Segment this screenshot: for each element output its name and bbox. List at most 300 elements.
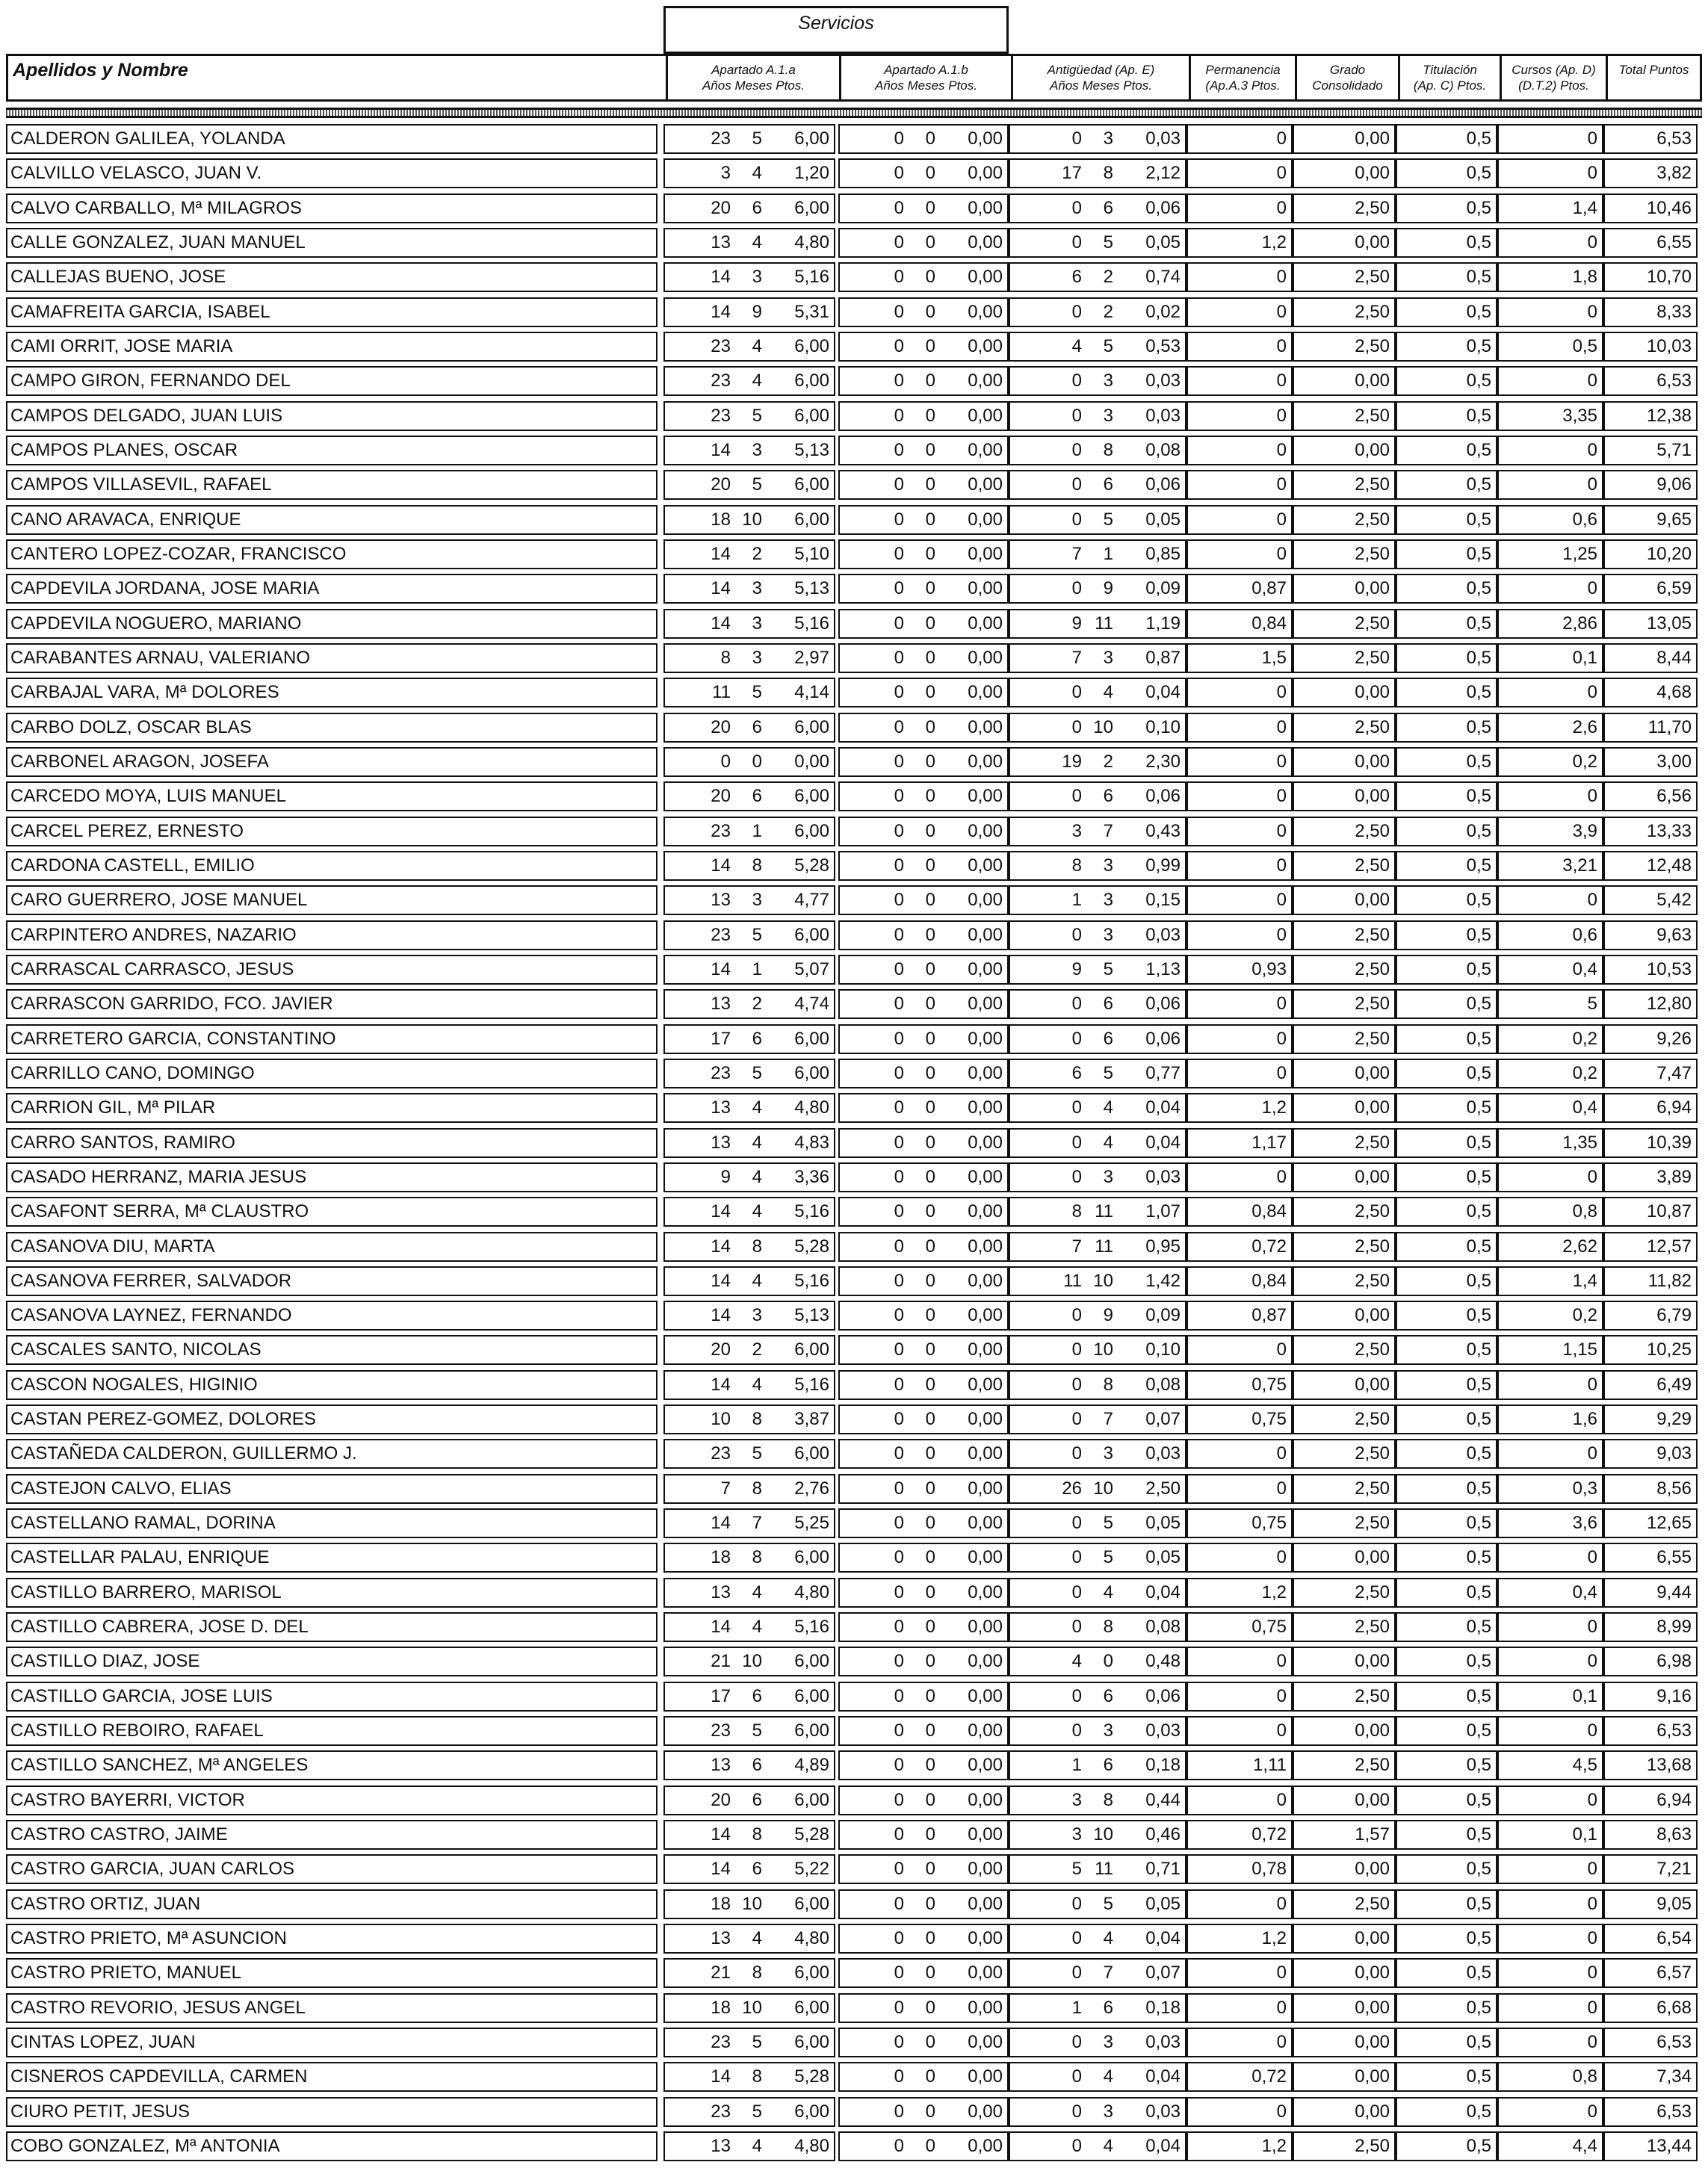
- cell-antiguedad-ptos: 0,05: [1145, 509, 1181, 530]
- table-row: [6, 1747, 1702, 1782]
- cell-a1a-anos: 14: [711, 1270, 731, 1291]
- cell-grado: 2,50: [1293, 989, 1396, 1019]
- cell-a1a: [663, 262, 835, 292]
- cell-antiguedad-anos: 0: [1071, 405, 1082, 426]
- cell-a1a: [663, 2131, 835, 2161]
- cell-permanencia: 0: [1186, 1439, 1293, 1469]
- cell-grado: 2,50: [1293, 297, 1396, 327]
- cell-cursos: 0: [1497, 297, 1603, 327]
- cell-cursos: 0,2: [1497, 1024, 1603, 1054]
- cell-antiguedad-ptos: 0,03: [1145, 1443, 1181, 1464]
- cell-antiguedad-ptos: 0,03: [1145, 405, 1181, 426]
- cell-permanencia: 0,75: [1186, 1404, 1293, 1434]
- cell-antiguedad: [1009, 1716, 1186, 1746]
- cell-a1a-ptos: 6,00: [794, 1028, 829, 1049]
- cell-antiguedad-ptos: 0,05: [1145, 232, 1181, 253]
- cell-a1b-ptos: 0,00: [968, 1755, 1003, 1776]
- cell-cursos: 0: [1497, 1993, 1603, 2023]
- header-grado-sub: Consolidado: [1312, 78, 1383, 93]
- cell-a1b: [838, 1647, 1009, 1676]
- cell-total: 9,65: [1603, 505, 1698, 535]
- cell-grado: 2,50: [1293, 1578, 1396, 1608]
- cell-permanencia: 0: [1186, 470, 1293, 500]
- header-grado: [1295, 56, 1398, 99]
- cell-cursos: 1,6: [1497, 1404, 1603, 1434]
- cell-name: CASANOVA FERRER, SALVADOR: [6, 1266, 657, 1296]
- cell-antiguedad: [1009, 713, 1186, 743]
- cell-total: 7,47: [1603, 1059, 1698, 1088]
- cell-a1b-ptos: 0,00: [968, 267, 1003, 288]
- cell-titulacion: 0,5: [1396, 1335, 1497, 1365]
- cell-a1a-meses: 3: [752, 578, 762, 599]
- cell-antiguedad-ptos: 0,04: [1145, 1132, 1181, 1153]
- cell-cursos: 0: [1497, 1785, 1603, 1815]
- cell-permanencia: 0,75: [1186, 1370, 1293, 1400]
- cell-a1a-ptos: 5,28: [794, 1824, 829, 1845]
- cell-a1a: [663, 781, 835, 811]
- cell-antiguedad: [1009, 1128, 1186, 1158]
- cell-name: CAMPO GIRON, FERNANDO DEL: [6, 366, 657, 396]
- cell-antiguedad-anos: 0: [1071, 1028, 1082, 1049]
- cell-grado: 0,00: [1293, 1958, 1396, 1988]
- cell-a1b-meses: 0: [925, 1305, 935, 1326]
- cell-a1a-meses: 4: [752, 1374, 762, 1395]
- header-a1a-sub: Años Meses Ptos.: [702, 78, 805, 93]
- cell-cursos: 2,6: [1497, 713, 1603, 743]
- cell-a1a-meses: 5: [752, 405, 762, 426]
- cell-cursos: 0,1: [1497, 1820, 1603, 1850]
- cell-total: 8,99: [1603, 1612, 1698, 1642]
- cell-grado: 2,50: [1293, 1335, 1396, 1365]
- cell-total: 10,70: [1603, 262, 1698, 292]
- cell-a1a: [663, 1854, 835, 1884]
- cell-antiguedad: [1009, 1750, 1186, 1780]
- table-row: [6, 1955, 1702, 1989]
- cell-a1a-meses: 5: [752, 2101, 762, 2122]
- cell-a1b-ptos: 0,00: [968, 197, 1003, 218]
- cell-a1a-ptos: 4,80: [794, 232, 829, 253]
- cell-name: CAMAFREITA GARCIA, ISABEL: [6, 297, 657, 327]
- cell-titulacion: 0,5: [1396, 1301, 1497, 1331]
- cell-total: 6,98: [1603, 1647, 1698, 1676]
- cell-name: CASTRO PRIETO, MANUEL: [6, 1958, 657, 1988]
- table-row: [6, 1332, 1702, 1366]
- cell-antiguedad-anos: 1: [1071, 1755, 1082, 1776]
- cell-antiguedad: [1009, 747, 1186, 777]
- cell-a1a: [663, 713, 835, 743]
- cell-a1a-anos: 14: [711, 855, 731, 876]
- cell-a1a-meses: 5: [752, 128, 762, 149]
- cell-a1a-anos: 14: [711, 958, 731, 979]
- cell-a1b-ptos: 0,00: [968, 1513, 1003, 1534]
- cell-titulacion: 0,5: [1396, 817, 1497, 846]
- cell-a1a-ptos: 6,00: [794, 1685, 829, 1706]
- cell-permanencia: 1,2: [1186, 2131, 1293, 2161]
- cell-a1b-anos: 0: [894, 1132, 904, 1153]
- cell-cursos: 0: [1497, 678, 1603, 707]
- cell-a1b: [838, 2062, 1009, 2092]
- cell-a1a-anos: 14: [711, 439, 731, 460]
- cell-permanencia: 1,5: [1186, 643, 1293, 673]
- cell-antiguedad-meses: 3: [1103, 855, 1113, 876]
- cell-antiguedad-meses: 4: [1103, 2066, 1113, 2087]
- cell-grado: 0,00: [1293, 228, 1396, 258]
- cell-grado: 2,50: [1293, 643, 1396, 673]
- cell-total: 6,56: [1603, 781, 1698, 811]
- cell-antiguedad: [1009, 1093, 1186, 1123]
- table-row: [6, 225, 1702, 259]
- cell-name: COBO GONZALEZ, Mª ANTONIA: [6, 2131, 657, 2161]
- cell-antiguedad-anos: 0: [1071, 301, 1082, 322]
- cell-a1a: [663, 609, 835, 639]
- cell-a1b-meses: 0: [925, 543, 935, 564]
- cell-antiguedad-anos: 0: [1071, 1963, 1082, 1983]
- table-row: [6, 675, 1702, 709]
- cell-antiguedad-ptos: 0,77: [1145, 1062, 1181, 1083]
- cell-a1a-meses: 3: [752, 439, 762, 460]
- cell-antiguedad: [1009, 2097, 1186, 2127]
- cell-name: CASTILLO REBOIRO, RAFAEL: [6, 1716, 657, 1746]
- cell-a1a-anos: 17: [711, 1685, 731, 1706]
- header-name-label: Apellidos y Nombre: [13, 60, 188, 81]
- cell-permanencia: 0,87: [1186, 574, 1293, 604]
- cell-total: 6,94: [1603, 1093, 1698, 1123]
- cell-a1a-ptos: 1,20: [794, 163, 829, 184]
- cell-antiguedad-anos: 0: [1071, 1582, 1082, 1602]
- cell-total: 9,16: [1603, 1682, 1698, 1712]
- cell-a1b-meses: 0: [925, 197, 935, 218]
- cell-antiguedad: [1009, 678, 1186, 707]
- cell-total: 3,89: [1603, 1162, 1698, 1192]
- cell-a1a-meses: 4: [752, 371, 762, 391]
- cell-a1a: [663, 1750, 835, 1780]
- cell-grado: 0,00: [1293, 124, 1396, 154]
- cell-permanencia: 0: [1186, 505, 1293, 535]
- cell-titulacion: 0,5: [1396, 781, 1497, 811]
- cell-total: 6,53: [1603, 124, 1698, 154]
- cell-antiguedad-meses: 5: [1103, 335, 1113, 356]
- cell-a1a-anos: 18: [711, 509, 731, 530]
- cell-antiguedad: [1009, 1508, 1186, 1538]
- cell-a1a: [663, 1924, 835, 1954]
- cell-a1b-anos: 0: [894, 1339, 904, 1360]
- cell-a1a-ptos: 5,16: [794, 1201, 829, 1222]
- cell-titulacion: 0,5: [1396, 1162, 1497, 1192]
- table-row: [6, 467, 1702, 501]
- cell-cursos: 0: [1497, 470, 1603, 500]
- cell-titulacion: 0,5: [1396, 124, 1497, 154]
- cell-a1b: [838, 436, 1009, 465]
- cell-a1b: [838, 1924, 1009, 1954]
- table-row: [6, 2128, 1702, 2163]
- cell-grado: 2,50: [1293, 920, 1396, 950]
- cell-antiguedad-anos: 0: [1071, 2101, 1082, 2122]
- cell-total: 7,34: [1603, 2062, 1698, 2092]
- cell-a1b-meses: 0: [925, 924, 935, 945]
- cell-name: CIURO PETIT, JESUS: [6, 2097, 657, 2127]
- cell-cursos: 4,5: [1497, 1750, 1603, 1780]
- cell-grado: 2,50: [1293, 2131, 1396, 2161]
- cell-antiguedad-anos: 5: [1071, 1859, 1082, 1880]
- cell-cursos: 0,2: [1497, 1059, 1603, 1088]
- cell-permanencia: 0: [1186, 1024, 1293, 1054]
- cell-a1a-ptos: 5,31: [794, 301, 829, 322]
- cell-antiguedad-anos: 0: [1071, 128, 1082, 149]
- cell-cursos: 0: [1497, 2097, 1603, 2127]
- cell-a1a-ptos: 4,80: [794, 2136, 829, 2157]
- cell-grado: 2,50: [1293, 1474, 1396, 1504]
- cell-permanencia: 0,72: [1186, 1232, 1293, 1262]
- column-header-row: [6, 54, 1702, 102]
- cell-titulacion: 0,5: [1396, 1404, 1497, 1434]
- cell-grado: 2,50: [1293, 1232, 1396, 1262]
- cell-a1a: [663, 574, 835, 604]
- cell-grado: 2,50: [1293, 1612, 1396, 1642]
- cell-a1a-ptos: 6,00: [794, 2032, 829, 2053]
- cell-antiguedad-meses: 4: [1103, 1582, 1113, 1602]
- cell-name: CASTEJON CALVO, ELIAS: [6, 1474, 657, 1504]
- table-row: [6, 986, 1702, 1020]
- cell-a1b: [838, 1162, 1009, 1192]
- cell-a1b-meses: 0: [925, 682, 935, 703]
- cell-a1a-anos: 14: [711, 1617, 731, 1638]
- cell-a1a: [663, 436, 835, 465]
- cell-grado: 0,00: [1293, 1059, 1396, 1088]
- cell-cursos: 0,1: [1497, 1682, 1603, 1712]
- cell-a1b: [838, 262, 1009, 292]
- cell-a1a-ptos: 4,89: [794, 1755, 829, 1776]
- cell-antiguedad-meses: 3: [1103, 1721, 1113, 1741]
- cell-total: 6,68: [1603, 1993, 1698, 2023]
- cell-cursos: 1,4: [1497, 1266, 1603, 1296]
- cell-a1b: [838, 1543, 1009, 1573]
- cell-name: CALVO CARBALLO, Mª MILAGROS: [6, 193, 657, 223]
- cell-a1a-ptos: 5,13: [794, 578, 829, 599]
- cell-grado: 2,50: [1293, 401, 1396, 431]
- cell-permanencia: 0: [1186, 1335, 1293, 1365]
- cell-name: CASANOVA DIU, MARTA: [6, 1232, 657, 1262]
- cell-antiguedad-ptos: 0,04: [1145, 1928, 1181, 1949]
- cell-antiguedad-anos: 0: [1071, 994, 1082, 1015]
- cell-antiguedad-meses: 1: [1103, 543, 1113, 564]
- cell-a1a-meses: 6: [752, 1755, 762, 1776]
- cell-a1b-meses: 0: [925, 578, 935, 599]
- cell-a1b-ptos: 0,00: [968, 1062, 1003, 1083]
- cell-antiguedad: [1009, 574, 1186, 604]
- cell-a1b-meses: 0: [925, 1789, 935, 1810]
- cell-permanencia: 1,2: [1186, 1578, 1293, 1608]
- cell-permanencia: 0,72: [1186, 1820, 1293, 1850]
- cell-a1a: [663, 539, 835, 569]
- cell-total: 10,53: [1603, 955, 1698, 985]
- cell-antiguedad-ptos: 0,08: [1145, 439, 1181, 460]
- cell-antiguedad-ptos: 0,09: [1145, 578, 1181, 599]
- cell-a1b-ptos: 0,00: [968, 1028, 1003, 1049]
- cell-a1b-ptos: 0,00: [968, 751, 1003, 772]
- cell-antiguedad-meses: 0: [1103, 1651, 1113, 1672]
- cell-a1a-ptos: 4,14: [794, 682, 829, 703]
- cell-a1b: [838, 1093, 1009, 1123]
- cell-cursos: 0,8: [1497, 1197, 1603, 1227]
- cell-a1a: [663, 1335, 835, 1365]
- cell-permanencia: 0: [1186, 989, 1293, 1019]
- cell-total: 5,42: [1603, 885, 1698, 915]
- cell-total: 13,44: [1603, 2131, 1698, 2161]
- table-row: [6, 433, 1702, 467]
- cell-antiguedad-ptos: 0,48: [1145, 1651, 1181, 1672]
- cell-titulacion: 0,5: [1396, 505, 1497, 535]
- cell-antiguedad-anos: 7: [1071, 1236, 1082, 1257]
- cell-a1b-meses: 0: [925, 1270, 935, 1291]
- cell-a1b-meses: 0: [925, 1236, 935, 1257]
- cell-a1a: [663, 1162, 835, 1192]
- cell-antiguedad-meses: 11: [1095, 613, 1113, 634]
- cell-name: CASTRO GARCIA, JUAN CARLOS: [6, 1854, 657, 1884]
- header-antiguedad-title: Antigüedad (Ap. E): [1047, 63, 1155, 77]
- cell-a1b: [838, 1404, 1009, 1434]
- cell-titulacion: 0,5: [1396, 955, 1497, 985]
- cell-permanencia: 0: [1186, 297, 1293, 327]
- cell-antiguedad-meses: 9: [1103, 578, 1113, 599]
- cell-permanencia: 0: [1186, 851, 1293, 881]
- cell-grado: 0,00: [1293, 885, 1396, 915]
- cell-total: 8,56: [1603, 1474, 1698, 1504]
- cell-antiguedad-ptos: 0,06: [1145, 786, 1181, 807]
- cell-a1b-ptos: 0,00: [968, 1893, 1003, 1914]
- cell-antiguedad-anos: 9: [1071, 958, 1082, 979]
- cell-antiguedad-ptos: 0,06: [1145, 1685, 1181, 1706]
- cell-total: 9,44: [1603, 1578, 1698, 1608]
- cell-antiguedad-ptos: 2,12: [1145, 163, 1181, 184]
- cell-titulacion: 0,5: [1396, 1854, 1497, 1884]
- cell-antiguedad: [1009, 1785, 1186, 1815]
- cell-antiguedad-ptos: 0,03: [1145, 1721, 1181, 1741]
- cell-a1a-meses: 5: [752, 682, 762, 703]
- table-row: [6, 1367, 1702, 1402]
- cell-antiguedad: [1009, 1543, 1186, 1573]
- cell-a1a-ptos: 6,00: [794, 1963, 829, 1983]
- cell-a1b-ptos: 0,00: [968, 2032, 1003, 2053]
- cell-name: CISNEROS CAPDEVILLA, CARMEN: [6, 2062, 657, 2092]
- cell-a1b-meses: 0: [925, 163, 935, 184]
- cell-antiguedad-ptos: 0,04: [1145, 1582, 1181, 1602]
- cell-antiguedad: [1009, 1682, 1186, 1712]
- cell-a1b-meses: 0: [925, 1721, 935, 1741]
- cell-name: CANTERO LOPEZ-COZAR, FRANCISCO: [6, 539, 657, 569]
- cell-permanencia: 0,75: [1186, 1612, 1293, 1642]
- cell-a1a: [663, 366, 835, 396]
- cell-antiguedad-anos: 0: [1071, 1097, 1082, 1118]
- header-cursos-sub: (D.T.2) Ptos.: [1518, 78, 1589, 93]
- cell-a1b-ptos: 0,00: [968, 232, 1003, 253]
- cell-cursos: 0,4: [1497, 1093, 1603, 1123]
- cell-titulacion: 0,5: [1396, 1128, 1497, 1158]
- header-separator: [6, 108, 1702, 118]
- cell-a1a-meses: 9: [752, 301, 762, 322]
- table-row: [6, 363, 1702, 397]
- table-row: [6, 294, 1702, 329]
- cell-a1a-ptos: 6,00: [794, 197, 829, 218]
- cell-grado: 0,00: [1293, 574, 1396, 604]
- cell-total: 3,00: [1603, 747, 1698, 777]
- cell-antiguedad-meses: 4: [1103, 1097, 1113, 1118]
- cell-antiguedad: [1009, 885, 1186, 915]
- table-row: [6, 1783, 1702, 1817]
- cell-antiguedad-ptos: 0,87: [1145, 647, 1181, 668]
- cell-a1b-anos: 0: [894, 820, 904, 841]
- cell-a1b-meses: 0: [925, 1963, 935, 1983]
- cell-a1b: [838, 955, 1009, 985]
- cell-a1a: [663, 885, 835, 915]
- cell-titulacion: 0,5: [1396, 332, 1497, 362]
- cell-antiguedad-ptos: 0,71: [1145, 1859, 1181, 1880]
- cell-a1a: [663, 1404, 835, 1434]
- cell-a1b-ptos: 0,00: [968, 1270, 1003, 1291]
- cell-cursos: 1,15: [1497, 1335, 1603, 1365]
- cell-antiguedad-anos: 0: [1071, 197, 1082, 218]
- cell-a1b-meses: 0: [925, 1166, 935, 1187]
- cell-permanencia: 0: [1186, 1474, 1293, 1504]
- cell-antiguedad-anos: 6: [1071, 1062, 1082, 1083]
- cell-a1a-meses: 4: [752, 1582, 762, 1602]
- cell-permanencia: 0,84: [1186, 1197, 1293, 1227]
- cell-a1b-anos: 0: [894, 2032, 904, 2053]
- cell-titulacion: 0,5: [1396, 539, 1497, 569]
- cell-antiguedad: [1009, 228, 1186, 258]
- cell-antiguedad-ptos: 0,04: [1145, 2136, 1181, 2157]
- cell-a1a-meses: 4: [752, 1270, 762, 1291]
- cell-antiguedad: [1009, 1474, 1186, 1504]
- cell-antiguedad: [1009, 1958, 1186, 1988]
- table-row: [6, 1229, 1702, 1263]
- cell-a1a-ptos: 2,76: [794, 1478, 829, 1499]
- cell-antiguedad-meses: 8: [1103, 163, 1113, 184]
- cell-a1a-meses: 5: [752, 1721, 762, 1741]
- cell-cursos: 0: [1497, 436, 1603, 465]
- cell-a1b-anos: 0: [894, 1859, 904, 1880]
- cell-a1a-meses: 3: [752, 890, 762, 911]
- cell-antiguedad-anos: 0: [1071, 1893, 1082, 1914]
- data-table: [6, 121, 1702, 2163]
- cell-antiguedad-anos: 0: [1071, 1721, 1082, 1741]
- cell-antiguedad: [1009, 436, 1186, 465]
- cell-a1b-meses: 0: [925, 232, 935, 253]
- cell-total: 12,48: [1603, 851, 1698, 881]
- cell-titulacion: 0,5: [1396, 1370, 1497, 1400]
- cell-a1a: [663, 228, 835, 258]
- cell-a1a-anos: 13: [711, 2136, 731, 2157]
- cell-a1b-meses: 0: [925, 958, 935, 979]
- cell-a1b-ptos: 0,00: [968, 1651, 1003, 1672]
- cell-titulacion: 0,5: [1396, 366, 1497, 396]
- cell-a1a-anos: 13: [711, 1582, 731, 1602]
- cell-a1a-ptos: 4,80: [794, 1097, 829, 1118]
- cell-antiguedad-meses: 2: [1103, 751, 1113, 772]
- cell-permanencia: 0: [1186, 920, 1293, 950]
- cell-cursos: 3,21: [1497, 851, 1603, 881]
- cell-permanencia: 0: [1186, 678, 1293, 707]
- cell-a1b-meses: 0: [925, 1201, 935, 1222]
- cell-a1b-ptos: 0,00: [968, 2136, 1003, 2157]
- cell-name: CARCEL PEREZ, ERNESTO: [6, 817, 657, 846]
- cell-a1a-anos: 14: [711, 1374, 731, 1395]
- cell-a1a-anos: 7: [720, 1478, 731, 1499]
- cell-antiguedad-meses: 2: [1103, 301, 1113, 322]
- cell-permanencia: 1,2: [1186, 1093, 1293, 1123]
- cell-titulacion: 0,5: [1396, 470, 1497, 500]
- cell-a1b-anos: 0: [894, 1997, 904, 2018]
- cell-a1b-anos: 0: [894, 1201, 904, 1222]
